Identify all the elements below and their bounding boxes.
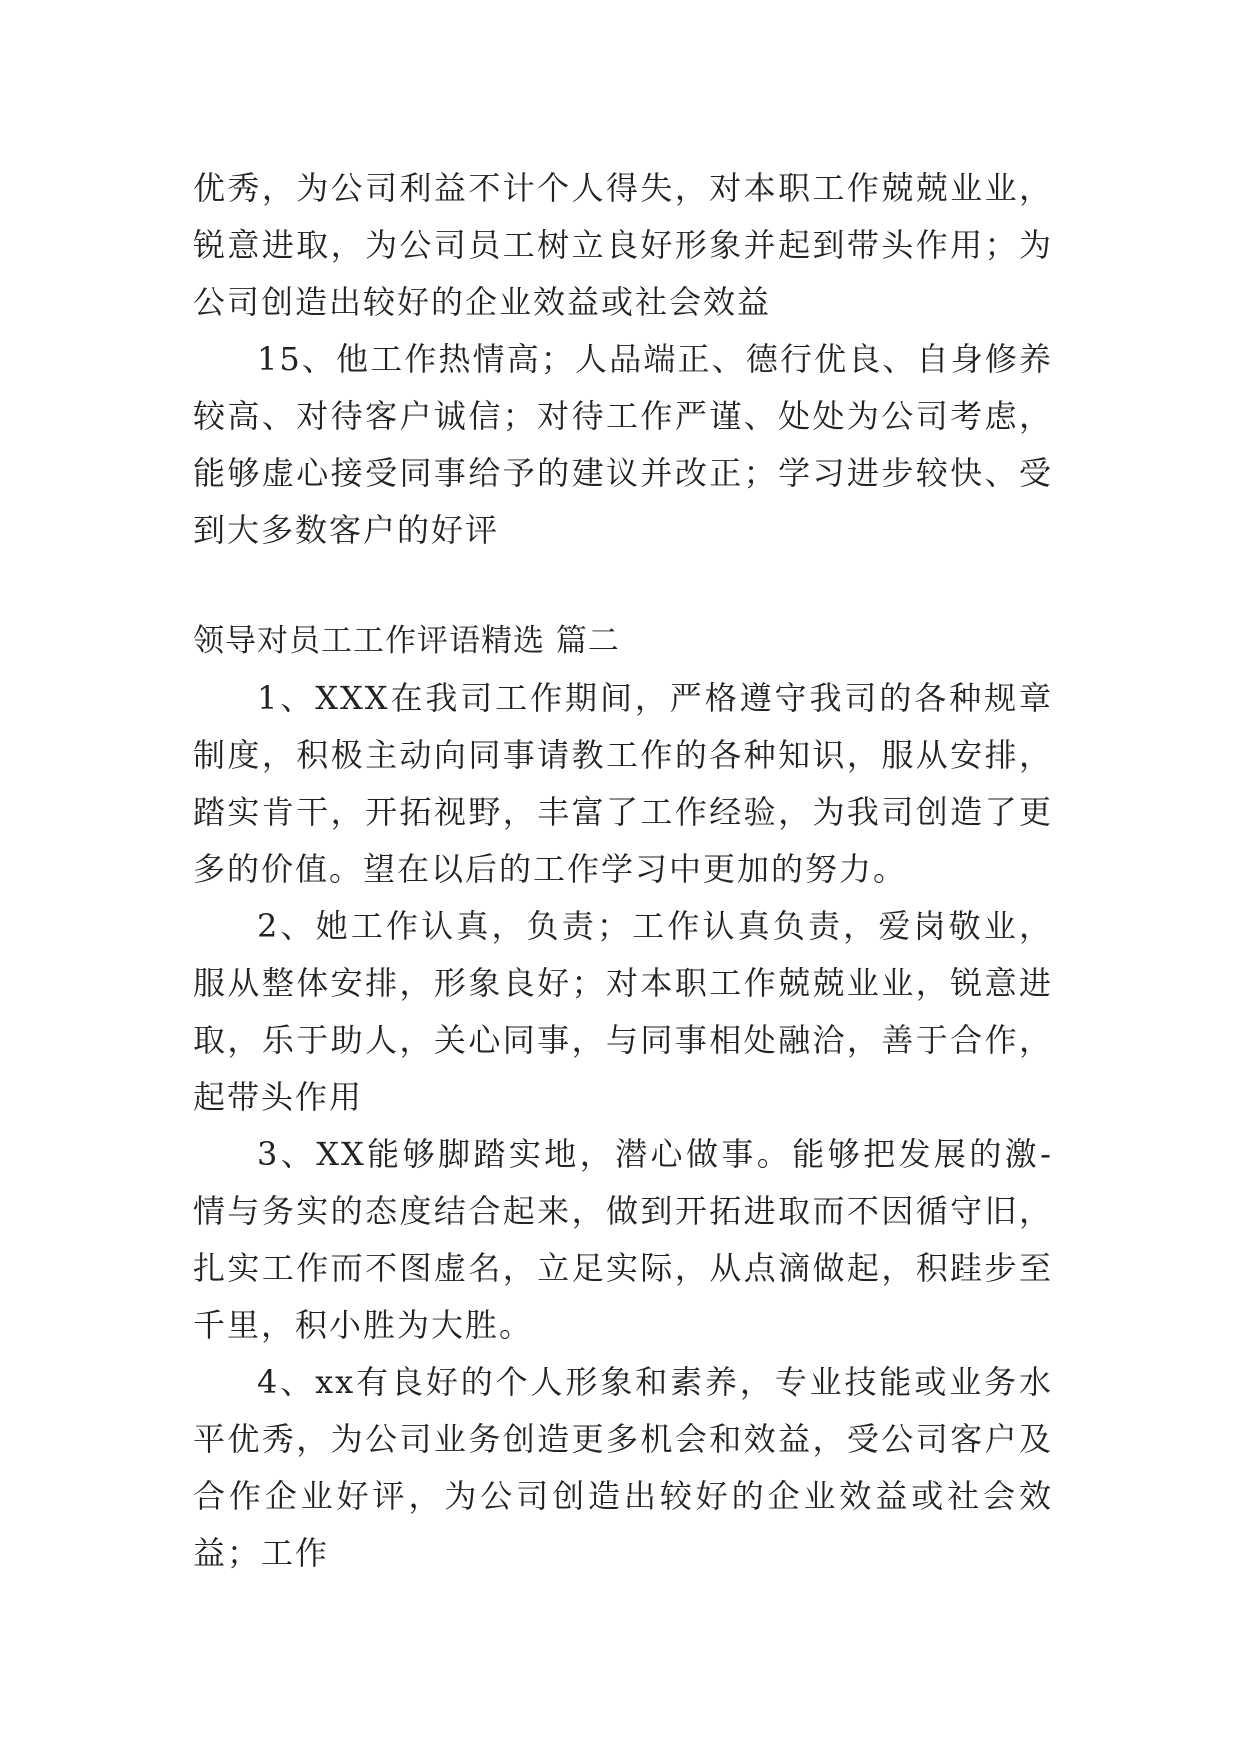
document-body [193,160,1053,1582]
list-item-3: 3、XX能够脚踏实地，潜心做事。能够把发展的激-情与务实的态度结合起来，做到开拓进取而不因循守旧，扎实工作而不图虚名，立足实际，从点滴做起，积跬步至千里，积小胜为大胜。 [193,1135,1053,1344]
continued-paragraph: 优秀，为公司利益不计个人得失，对本职工作兢兢业业，锐意进取，为公司员工树立良好形象并起到带头作用；为公司创造出较好的企业效益或社会效益 [193,169,1053,321]
list-item-2: 2、她工作认真，负责；工作认真负责，爱岗敬业，服从整体安排，形象良好；对本职工作兢兢业业，锐意进取，乐于助人，关心同事，与同事相处融洽，善于合作，起带头作用 [193,907,1053,1116]
list-item-15: 15、他工作热情高；人品端正、德行优良、自身修养较高、对待客户诚信；对待工作严谨、处处为公司考虑，能够虚心接受同事给予的建议并改正；学习进步较快、受到大多数客户的好评 [193,340,1053,549]
section-title: 领导对员工工作评语精选 篇二 [193,623,620,659]
list-item-4: 4、xx有良好的个人形象和素养，专业技能或业务水平优秀，为公司业务创造更多机会和效益，受公司客户及合作企业好评，为公司创造出较好的企业效益或社会效益；工作 [193,1363,1053,1572]
list-item-1: 1、XXX在我司工作期间，严格遵守我司的各种规章制度，积极主动向同事请教工作的各种知识，服从安排，踏实肯干，开拓视野，丰富了工作经验，为我司创造了更多的价值。望在以后的工作学习中更加的努力。 [193,679,1053,888]
